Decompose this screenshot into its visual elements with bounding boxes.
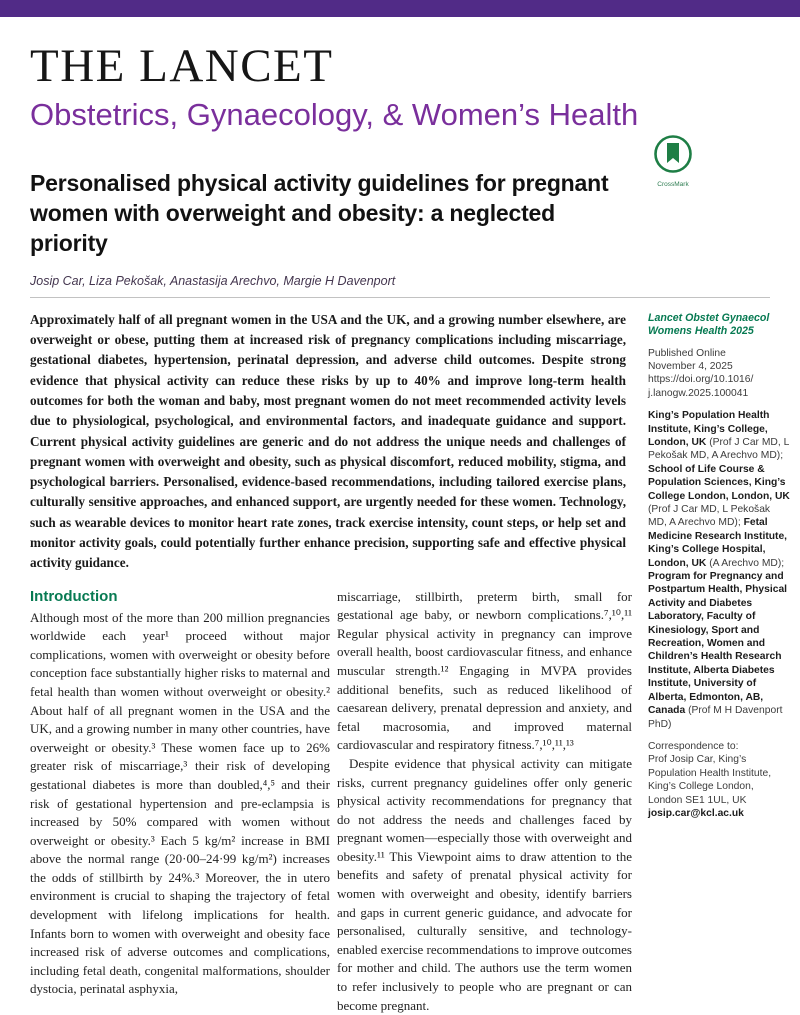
body-paragraph-intro-2: miscarriage, stillbirth, preterm birth, small for gestational age baby, or newborn complications.⁷,¹⁰,¹¹ Regular physical activity in pregnancy can improve overall health, boost cardiovascular fitness, and enhance muscular strength.¹² Engaging in MVPA provides additional benefits, such as reduced likelihood of caesarean delivery, prenatal depression and anxiety, and fetal macrosomia, and improved maternal cardiovascular and respiratory fitness.⁷,¹⁰,¹¹,¹³ [337,588,632,753]
journal-logo: THE LANCET [30,40,334,92]
journal-citation: Lancet Obstet Gynaecol Womens Health 2025 [648,311,770,338]
author-line: Josip Car, Liza Pekošak, Anastasija Arechvo, Margie H Davenport [30,273,396,288]
affiliations-block [648,409,790,731]
correspondence-block [648,740,790,820]
affiliation-authors: (A Arechvo MD); [709,557,785,569]
main-column-area [30,310,632,1015]
publication-info [648,347,790,401]
journal-subtitle: Obstetrics, Gynaecology, & Women’s Health [30,97,639,132]
crossmark-badge[interactable] [650,133,696,188]
text-column-left [30,588,330,1015]
published-date: November 4, 2025 [648,360,733,372]
article-title: Personalised physical activity guidelines for pregnant women with overweight and obesity: a neglected priority [30,169,609,257]
affiliation-institution: Program for Pregnancy and Postpartum Health, Physical Activity and Diabetes Laboratory, Faculty of Kinesiology, Sport and Recreation, Women and Children’s Health Research Institute, Alberta Diabetes Institute, University of Alberta, Edmonton, AB, Canada [648,571,788,717]
section-heading-introduction: Introduction [30,587,118,605]
affiliation-authors: (Prof M H Davenport PhD) [648,705,783,730]
article-header [0,133,800,288]
correspondence-address: Prof Josip Car, King’s Population Health Institute, King’s College London, London SE1 1UL, UK [648,754,772,806]
abstract-paragraph: Approximately half of all pregnant women in the USA and the UK, and a growing number elsewhere, are overweight or obese, putting them at increased risk of pregnancy complications including miscarriage, gestational diabetes, hypertension, perinatal depression, and adverse child outcomes. Despite strong evidence that physical activity can reduce these risks by up to 40% and improve long-term health outcomes for both the woman and baby, most pregnant women do not meet recommended activity levels due to physiological, psychological, and environmental factors, and inadequate guidance and support. Current physical activity guidelines are generic and do not address the unique needs and challenges of pregnant women with overweight and obesity, such as physical discomfort, reduced mobility, stigma, and psychological barriers. Personalised, evidence-based recommendations, including tailored exercise plans, culturally sensitive approaches, and enhanced support, are urgently needed for these women. Technology, such as wearable devices to monitor heart rate zones, track exercise intensity, count steps, or help set and monitor activity goals, could potentially further enhance precision, supporting safe and effective physical activity guidance. [30,311,626,571]
correspondence-label: Correspondence to: [648,740,739,752]
affiliation-authors: (Prof J Car MD, L Pekošak MD, A Arechvo MD); [648,504,771,529]
article-body [0,298,800,1015]
body-paragraph-intro-1: Although most of the more than 200 million pregnancies worldwide each year¹ proceed without major complications, women with overweight or obesity before conception face substantially higher risks to maternal and fetal health than women without overweight or obesity.² About half of all pregnant women in the USA and the UK, and a growing number in many other countries, have overweight or obesity.³ These women face up to 26% greater risk of miscarriage,³ their risk of developing gestational diabetes is more than doubled,⁴,⁵ and their risk of gestational hypertension and pre-eclampsia is increased by 50% compared with women without overweight or obesity.³ Each 5 kg/m² increase in BMI above the normal range (20·00–24·99 kg/m²) increases the odds of stillbirth by 24%.³ Moreover, the in utero environment is crucial to shaping the trajectory of fetal development with lifelong implications for health. Infants born to women with overweight and obesity face increased risk of adverse outcomes and complications, including fetal death, congenital malformations, shoulder dystocia, perinatal asphyxia, [30,609,331,997]
affiliation-institution: King’s Population Health Institute, King’s College, London, UK [648,410,770,448]
crossmark-icon [652,162,694,179]
metadata-sidebar [648,310,790,1015]
crossmark-label: CrossMark [657,180,689,188]
doi-link[interactable]: https://doi.org/10.1016/ j.lanogw.2025.100041 [648,374,754,399]
affiliation-institution: School of Life Course & Population Sciences, King’s College London, London, UK [648,463,790,502]
correspondence-email-link[interactable]: josip.car@kcl.ac.uk [648,807,744,819]
brand-top-bar [0,0,800,17]
two-column-text [30,588,632,1015]
affiliation-authors: (Prof J Car MD, L Pekošak MD, A Arechvo MD); [648,436,789,462]
body-paragraph-intro-3: Despite evidence that physical activity can mitigate risks, current pregnancy guidelines offer only generic physical activity recommendations for pregnancy that do not address the needs and challenges faced by pregnant women—especially those with overweight and obesity.¹¹ This Viewpoint aims to draw attention to the benefits and safety of prenatal physical activity for women with overweight and obesity, identify barriers and gaps in current generic guidance, and advocate for personalised, culturally sensitive, and technology-enabled exercise recommendations to improve outcomes for mother and child. The authors use the term women to refer inclusively to people who are pregnant or can become pregnant. [337,755,632,1013]
text-column-middle [337,588,632,1015]
journal-masthead [0,17,800,133]
affiliation-institution: Fetal Medicine Research Institute, King’s College Hospital, London, UK [648,517,788,569]
published-online-label: Published Online [648,347,726,359]
